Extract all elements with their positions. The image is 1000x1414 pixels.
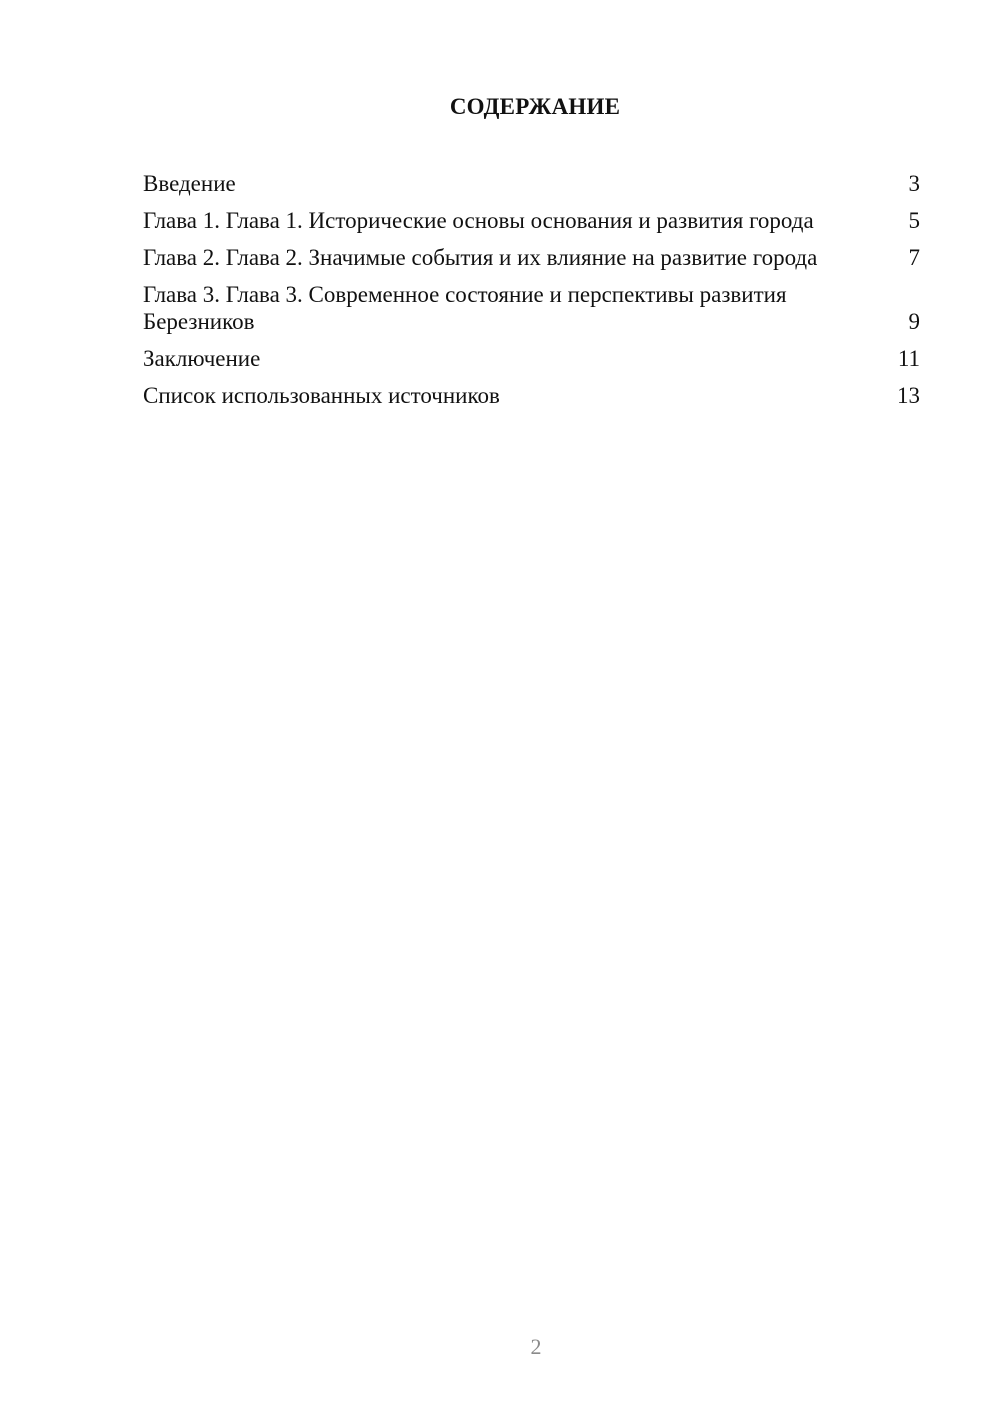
toc-entry-text: Список использованных источников xyxy=(143,383,500,408)
toc-entry-chapter-3[interactable] xyxy=(143,281,920,335)
toc-entry-conclusion[interactable] xyxy=(143,345,920,372)
toc-entry-text: Глава 1. Глава 1. Исторические основы основания и развития города xyxy=(143,208,814,233)
toc-entry-references[interactable] xyxy=(143,382,920,409)
toc-entry-page: 7 xyxy=(908,245,920,270)
toc-entry-page: 5 xyxy=(908,208,920,233)
toc-entry-text: Глава 3. Глава 3. Современное состояние и перспективы развития Березников xyxy=(143,282,787,334)
table-of-contents xyxy=(143,170,920,419)
toc-entry-introduction[interactable] xyxy=(143,170,920,197)
toc-entry-page: 11 xyxy=(897,346,920,371)
toc-entry-text: Введение xyxy=(143,171,236,196)
toc-entry-chapter-2[interactable] xyxy=(143,244,920,271)
toc-entry-text: Заключение xyxy=(143,346,261,371)
toc-entry-page: 13 xyxy=(897,383,920,408)
toc-entry-text: Глава 2. Глава 2. Значимые события и их влияние на развитие города xyxy=(143,245,818,270)
page-number: 2 xyxy=(530,1334,542,1359)
toc-entry-chapter-1[interactable] xyxy=(143,207,920,234)
toc-entry-page: 9 xyxy=(908,309,920,334)
page-title: СОДЕРЖАНИЕ xyxy=(449,94,621,119)
toc-entry-page: 3 xyxy=(908,171,920,196)
